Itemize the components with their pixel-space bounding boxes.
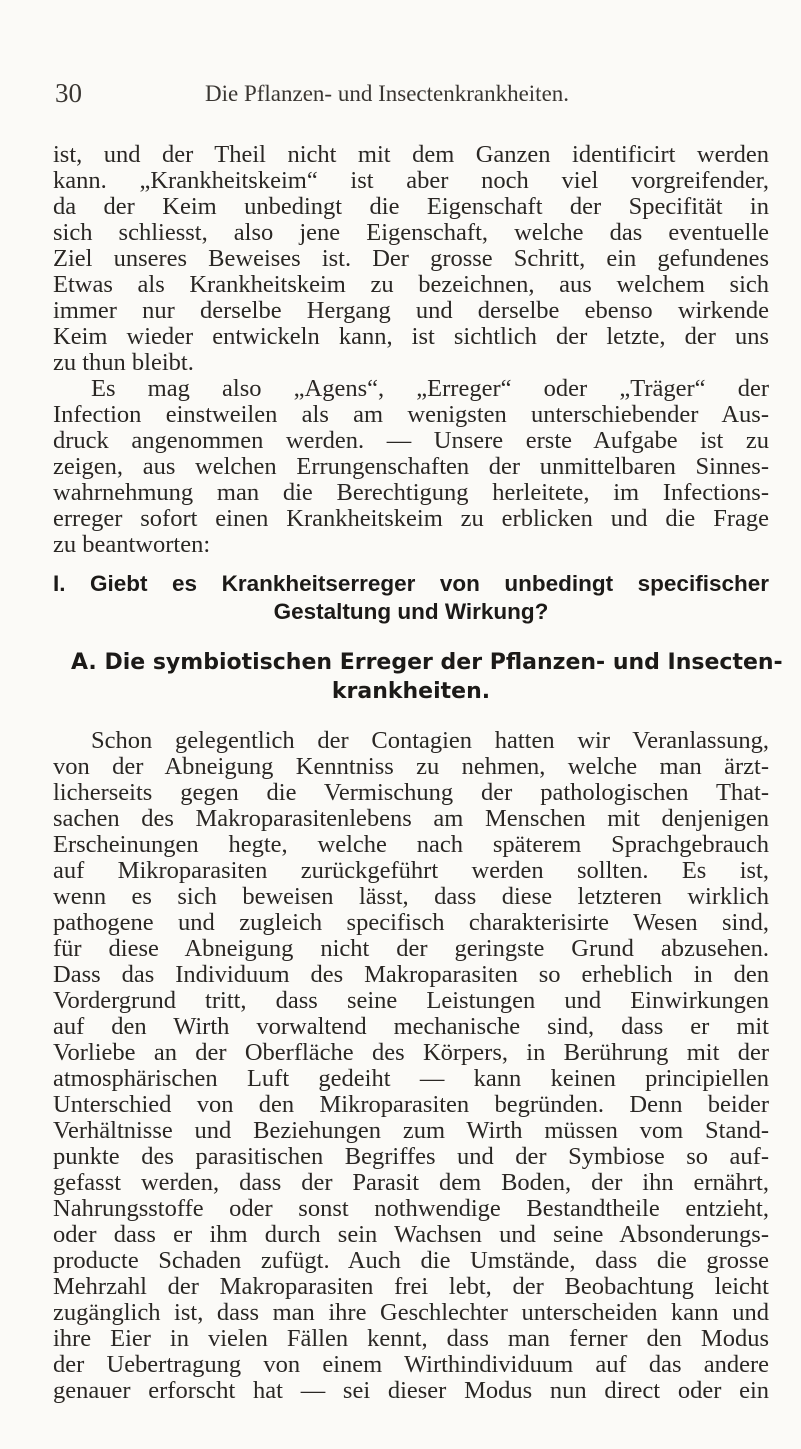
running-head <box>0 0 801 60</box>
text-line: wahrnehmung man die Berechtigung herleitete, im Infections- <box>53 480 769 506</box>
text-line: Infection einstweilen als am wenigsten unterschiebender Aus- <box>53 402 769 428</box>
text-line: zu beantworten: <box>53 532 211 558</box>
text-line: genauer erforscht hat — sei dieser Modus nun direct oder ein <box>53 1378 769 1404</box>
text-line: Vorliebe an der Oberfläche des Körpers, in Berührung mit der <box>53 1040 769 1066</box>
page-number: 30 <box>55 78 82 108</box>
text-line: Unterschied von den Mikroparasiten begründen. Denn beider <box>53 1092 769 1118</box>
text-line: Ziel unseres Beweises ist. Der grosse Schritt, ein gefundenes <box>53 246 769 272</box>
text-line: zugänglich ist, dass man ihre Geschlechter unterscheiden kann und <box>53 1300 769 1326</box>
paragraph-2 <box>53 376 769 558</box>
text-line: ist, und der Theil nicht mit dem Ganzen identificirt werden <box>53 142 769 168</box>
subsection-heading-line: A. Die symbiotischen Erreger der Pflanzen- und Insecten- <box>71 650 783 675</box>
text-line: Dass das Individuum des Makroparasiten so erheblich in den <box>53 962 769 988</box>
subsection-heading-line: krankheiten. <box>331 679 491 704</box>
text-line: Mehrzahl der Makroparasiten frei lebt, der Beobachtung leicht <box>53 1274 769 1300</box>
text-line: Nahrungsstoffe oder sonst nothwendige Bestandtheile entzieht, <box>53 1196 769 1222</box>
text-line: gefasst werden, dass der Parasit dem Boden, der ihn ernährt, <box>53 1170 769 1196</box>
text-line: der Uebertragung von einem Wirthindividuum auf das andere <box>53 1352 769 1378</box>
text-line: für diese Abneigung nicht der geringste Grund abzusehen. <box>53 936 769 962</box>
text-line: Es mag also „Agens“, „Erreger“ oder „Träger“ der <box>91 376 769 402</box>
text-line: da der Keim unbedingt die Eigenschaft der Specifität in <box>53 194 769 220</box>
text-line: sich schliesst, also jene Eigenschaft, welche das eventuelle <box>53 220 769 246</box>
paragraph-1 <box>53 142 769 376</box>
text-line: druck angenommen werden. — Unsere erste Aufgabe ist zu <box>53 428 769 454</box>
section-heading-line: I. Giebt es Krankheitserreger von unbedingt specifischer <box>53 571 769 596</box>
text-line: von der Abneigung Kenntniss zu nehmen, welche man ärzt- <box>53 754 769 780</box>
text-line: Etwas als Krankheitskeim zu bezeichnen, aus welchem sich <box>53 272 769 298</box>
text-line: ihre Eier in vielen Fällen kennt, dass man ferner den Modus <box>53 1326 769 1352</box>
text-line: producte Schaden zufügt. Auch die Umstände, dass die grosse <box>53 1248 769 1274</box>
text-line: Schon gelegentlich der Contagien hatten wir Veranlassung, <box>91 728 769 754</box>
text-line: Erscheinungen hegte, welche nach späterem Sprachgebrauch <box>53 832 769 858</box>
text-line: auf Mikroparasiten zurückgeführt werden sollten. Es ist, <box>53 858 769 884</box>
text-line: Keim wieder entwickeln kann, ist sichtlich der letzte, der uns <box>53 324 769 350</box>
text-line: zu thun bleibt. <box>53 350 194 376</box>
text-line: zeigen, aus welchen Errungenschaften der unmittelbaren Sinnes- <box>53 454 769 480</box>
text-line: wenn es sich beweisen lässt, dass diese letzteren wirklich <box>53 884 769 910</box>
text-line: oder dass er ihm durch sein Wachsen und seine Absonderungs- <box>53 1222 769 1248</box>
section-heading-line: Gestaltung und Wirkung? <box>273 599 549 624</box>
text-line: kann. „Krankheitskeim“ ist aber noch viel vorgreifender, <box>53 168 769 194</box>
text-line: punkte des parasitischen Begriffes und der Symbiose so auf- <box>53 1144 769 1170</box>
section-heading <box>53 570 769 626</box>
text-line: erreger sofort einen Krankheitskeim zu erblicken und die Frage <box>53 506 769 532</box>
text-line: sachen des Makroparasitenlebens am Menschen mit denjenigen <box>53 806 769 832</box>
text-line: licherseits gegen die Vermischung der pathologischen That- <box>53 780 769 806</box>
text-line: pathogene und zugleich specifisch charakterisirte Wesen sind, <box>53 910 769 936</box>
text-line: Vordergrund tritt, dass seine Leistungen und Einwirkungen <box>53 988 769 1014</box>
text-line: auf den Wirth vorwaltend mechanische sind, dass er mit <box>53 1014 769 1040</box>
text-line: immer nur derselbe Hergang und derselbe ebenso wirkende <box>53 298 769 324</box>
text-line: Verhältnisse und Beziehungen zum Wirth müssen vom Stand- <box>53 1118 769 1144</box>
paragraph-3 <box>53 728 769 1404</box>
text-line: atmosphärischen Luft gedeiht — kann keinen principiellen <box>53 1066 769 1092</box>
subsection-heading <box>53 648 783 706</box>
running-title: Die Pflanzen- und Insectenkrankheiten. <box>205 81 570 106</box>
